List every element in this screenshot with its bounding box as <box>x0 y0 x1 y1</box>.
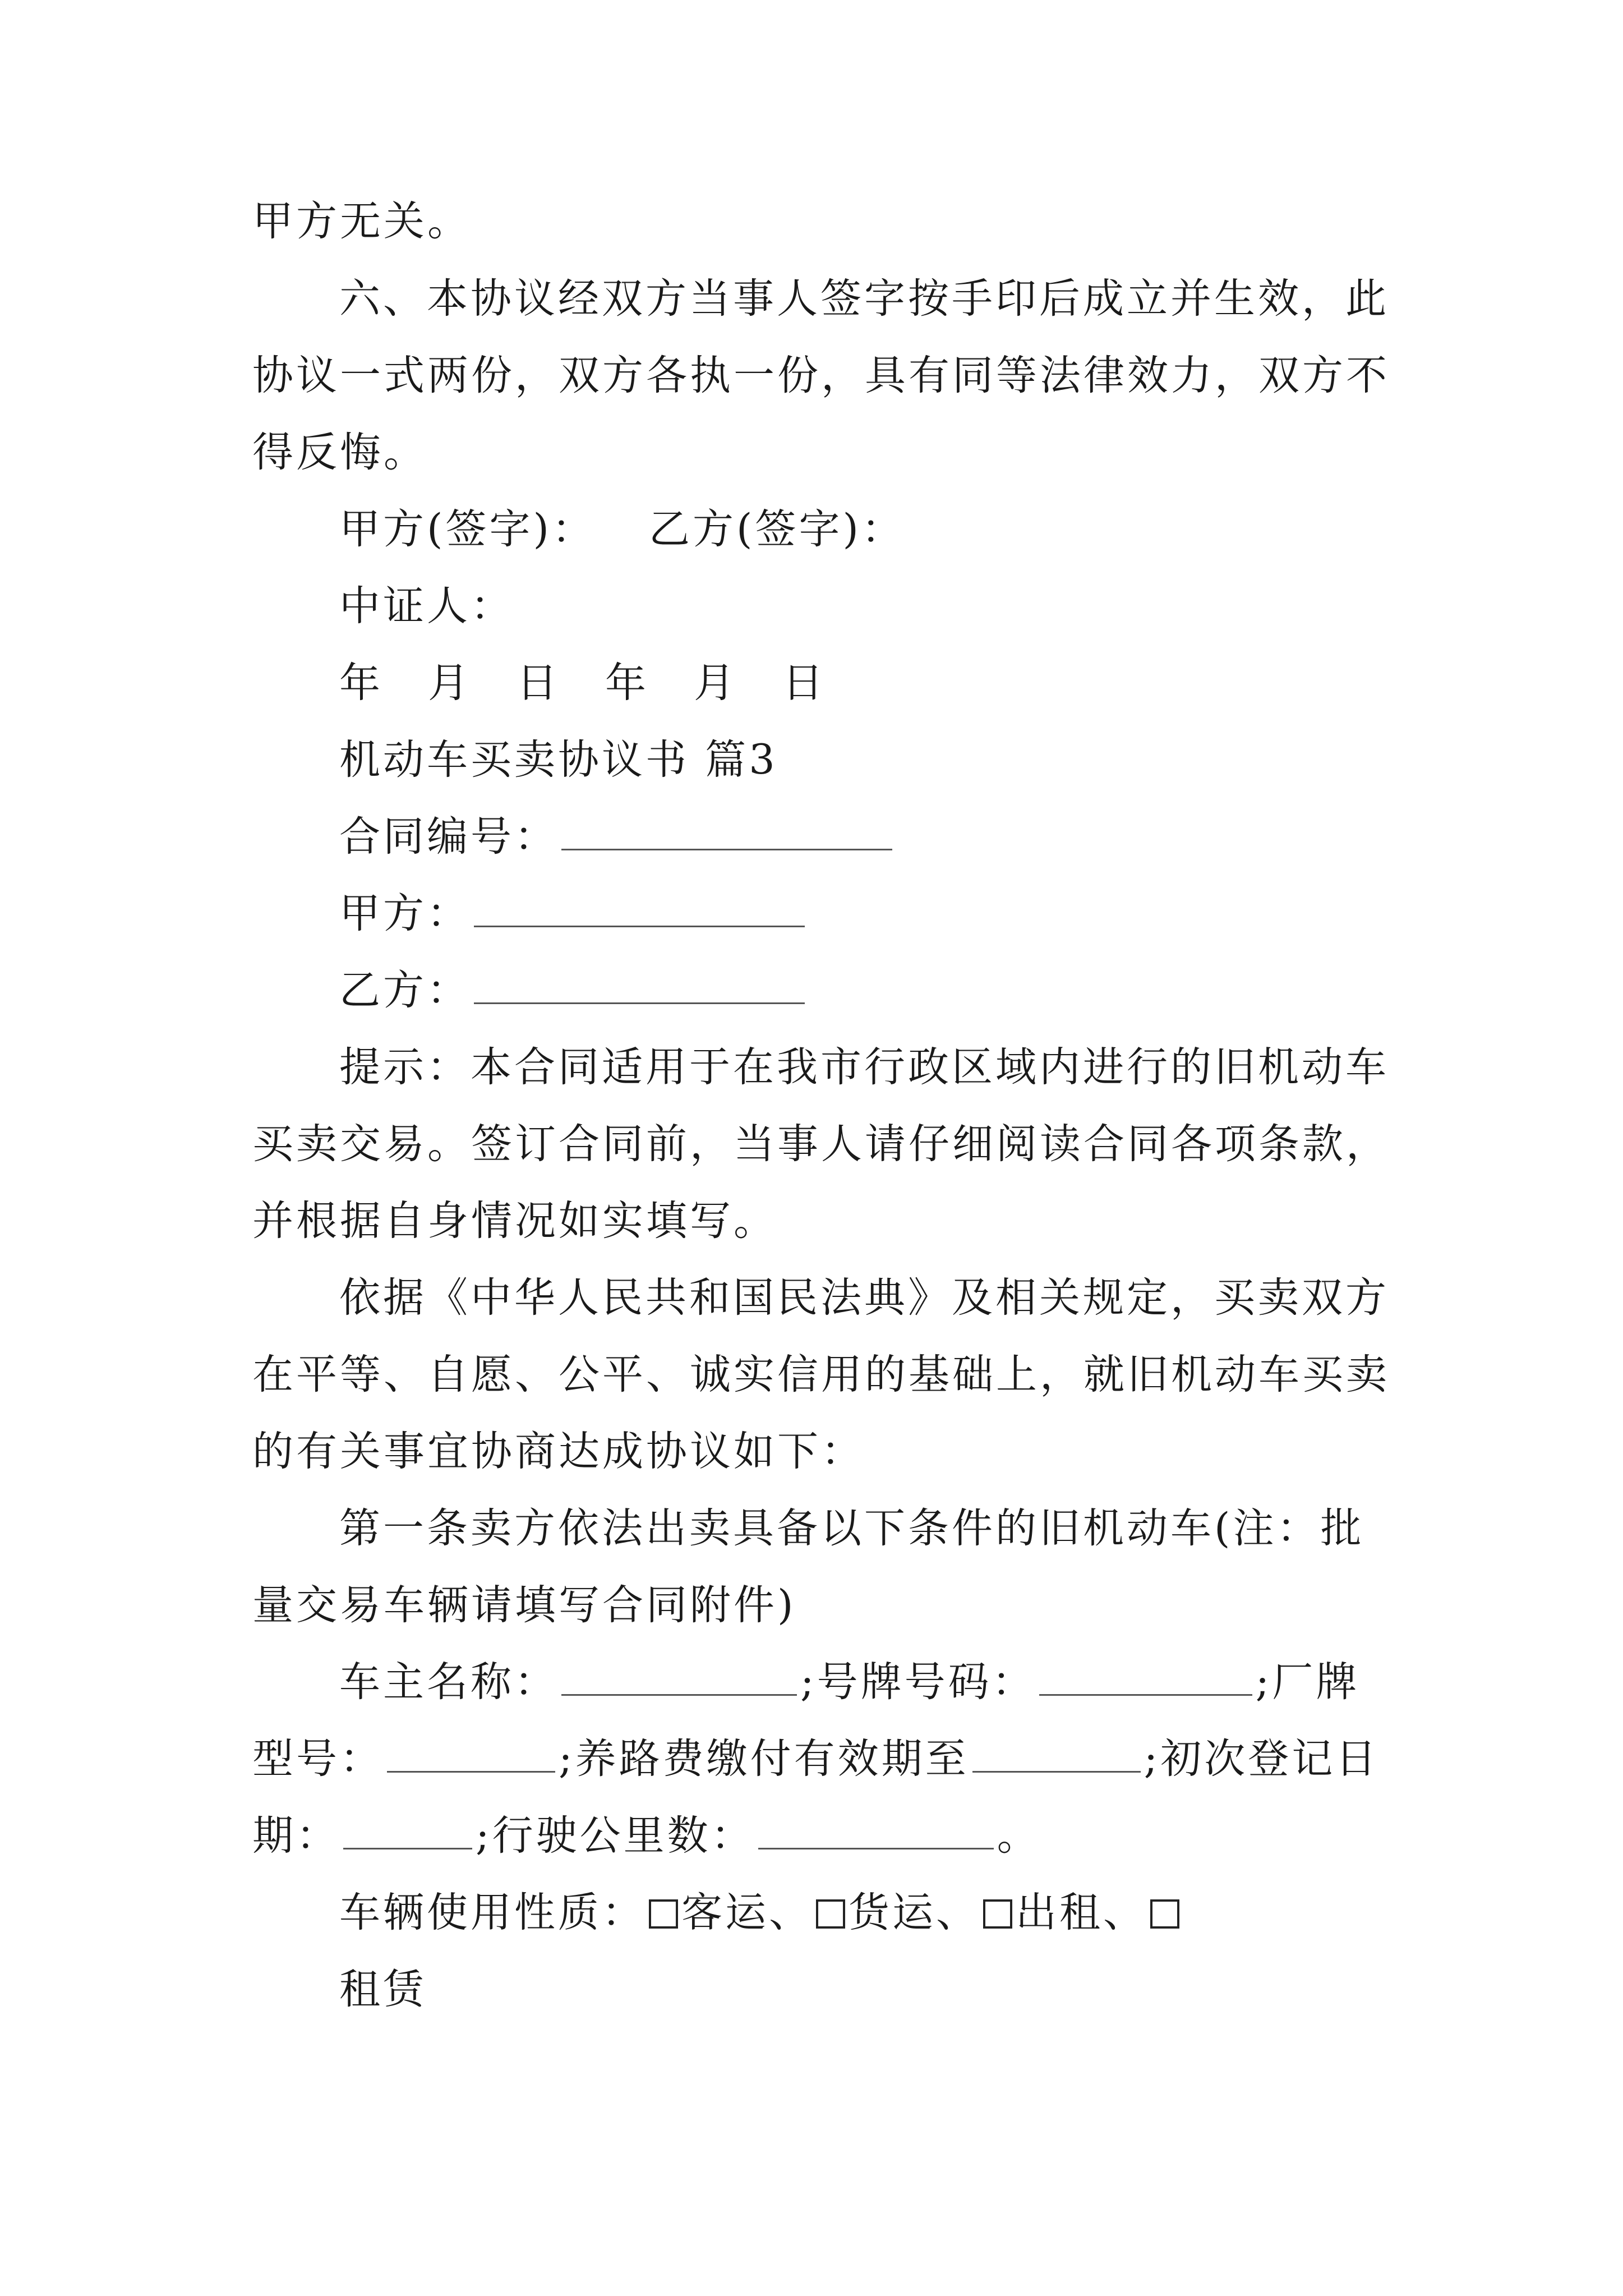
text-line: 并根据自身情况如实填写。 <box>252 1197 777 1245</box>
text-line: 甲方无关。 <box>252 197 471 245</box>
date-month-label: 月 <box>428 659 472 707</box>
party-b-blank <box>474 970 805 1004</box>
plate-number-blank <box>1039 1662 1252 1696</box>
checkbox-icon <box>649 1899 678 1929</box>
text-line: 协议一式两份，双方各执一份，具有同等法律效力，双方不 <box>252 352 1390 399</box>
model-label: 型号： <box>252 1735 384 1783</box>
section-title: 机动车买卖协议书 篇3 <box>339 736 778 784</box>
text-line: 依据《中华人民共和国民法典》及相关规定，买卖双方 <box>339 1274 1389 1322</box>
date-label: 期： <box>252 1812 340 1860</box>
owner-name-label: 车主名称： <box>339 1658 558 1706</box>
mileage-blank <box>758 1815 994 1849</box>
checkbox-icon <box>1150 1899 1179 1929</box>
party-b-label: 乙方： <box>339 967 471 1014</box>
vehicle-info-line <box>252 1731 1379 1787</box>
date-year-label: 年 <box>339 659 383 707</box>
mileage-label: ;行驶公里数： <box>476 1812 755 1860</box>
text-line: 第一条卖方依法出卖具备以下条件的旧机动车(注：批 <box>339 1504 1364 1552</box>
party-a-label: 甲方： <box>339 890 471 937</box>
signature-line <box>339 501 905 558</box>
text-line: 量交易车辆请填写合同附件) <box>252 1581 796 1629</box>
date-day-label: 日 <box>517 659 560 707</box>
registration-date-blank <box>343 1815 472 1849</box>
lease-option-label: 租赁 <box>339 1966 427 2013</box>
passenger-option-label: 客运、 <box>681 1889 813 1936</box>
text-line: 买卖交易。签订合同前，当事人请仔细阅读合同各项条款， <box>252 1120 1390 1168</box>
party-b-signature-label: 乙方(签字)： <box>648 505 905 553</box>
usage-type-label: 车辆使用性质： <box>339 1889 645 1936</box>
road-fee-label: ;养路费缴付有效期至 <box>559 1735 969 1783</box>
date-line <box>339 655 826 711</box>
party-b-line <box>339 963 808 1019</box>
model-blank <box>387 1738 555 1773</box>
party-a-line <box>339 886 808 942</box>
witness-label: 中证人： <box>339 582 514 630</box>
vehicle-info-line <box>339 1654 1359 1710</box>
text-line: 得反悔。 <box>252 429 427 476</box>
party-a-blank <box>474 893 805 927</box>
period-mark: 。 <box>997 1812 1041 1860</box>
text-line: 六、本协议经双方当事人签字按手印后成立并生效，此 <box>339 275 1389 323</box>
checkbox-icon <box>816 1899 845 1929</box>
contract-number-line <box>339 809 896 865</box>
date-month-label: 月 <box>694 659 737 707</box>
checkbox-icon <box>983 1899 1012 1929</box>
text-line: 在平等、自愿、公平、诚实信用的基础上，就旧机动车买卖 <box>252 1351 1390 1398</box>
road-fee-blank <box>972 1738 1141 1773</box>
first-registration-label: ;初次登记日 <box>1144 1735 1380 1783</box>
brand-label: ;厂牌 <box>1255 1658 1360 1706</box>
plate-number-label: ;号牌号码： <box>800 1658 1036 1706</box>
date-day-label: 日 <box>782 659 826 707</box>
text-line: 提示：本合同适用于在我市行政区域内进行的旧机动车 <box>339 1043 1389 1091</box>
party-a-signature-label: 甲方(签字)： <box>339 505 596 553</box>
date-year-label: 年 <box>605 659 649 707</box>
vehicle-info-line <box>252 1808 1041 1864</box>
freight-option-label: 货运、 <box>849 1889 980 1936</box>
owner-name-blank <box>561 1662 797 1696</box>
usage-type-line <box>339 1885 1183 1941</box>
contract-number-blank <box>561 816 892 850</box>
contract-number-label: 合同编号： <box>339 813 558 861</box>
rental-taxi-option-label: 出租、 <box>1016 1889 1147 1936</box>
text-line: 的有关事宜协商达成协议如下： <box>252 1428 865 1475</box>
